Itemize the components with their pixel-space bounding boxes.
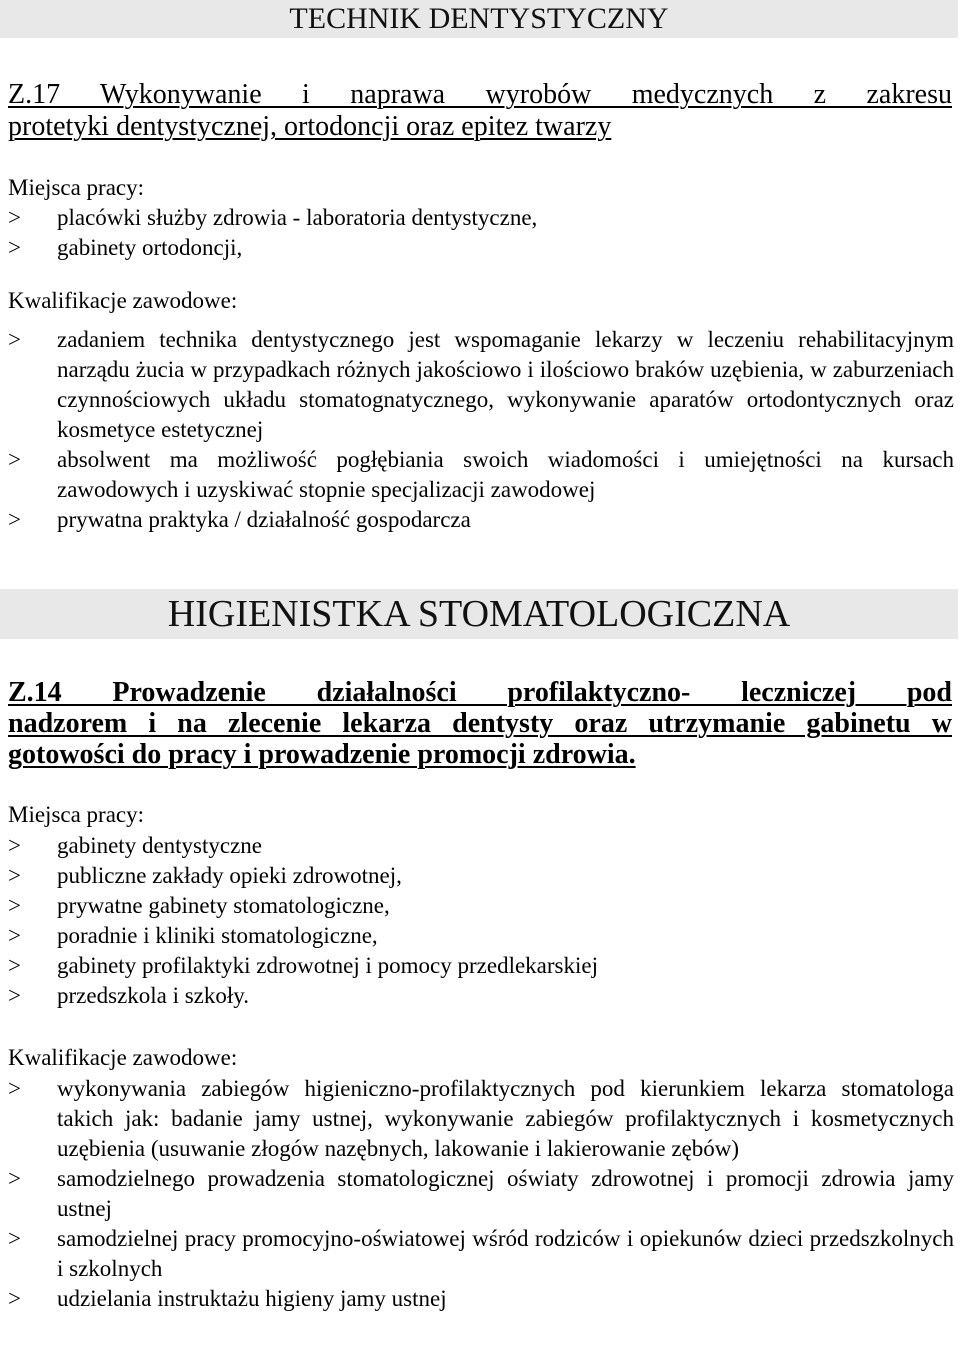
bullet-marker: > — [8, 447, 21, 472]
list-item — [8, 921, 954, 951]
list-item-text: publiczne zakłady opieki zdrowotnej, — [57, 863, 402, 888]
list-item-text: prywatne gabinety stomatologiczne, — [57, 893, 390, 918]
bullet-marker: > — [8, 235, 21, 260]
bullet-marker: > — [8, 923, 21, 948]
list-item-text: poradnie i kliniki stomatologiczne, — [57, 923, 378, 948]
bullet-marker: > — [8, 833, 21, 858]
list-item-text: przedszkola i szkoły. — [57, 983, 250, 1008]
workplaces-label: Miejsca pracy: — [8, 175, 145, 200]
heading-line: protetyki dentystycznej, ortodoncji oraz epitez twarzy — [8, 111, 612, 142]
list-item — [8, 1224, 954, 1284]
list-item-text: wykonywania zabiegów higieniczno-profilaktycznych pod kierunkiem lekarza stomatologa takich jak: badanie jamy ustnej, wykonywanie zabiegów profilaktycznych i kosmetycznych uzębienia (usuwanie złogów nazębnych, lakowanie i lakierowanie zębów) — [57, 1076, 954, 1161]
list-item-text: samodzielnej pracy promocyjno-oświatowej wśród rodziców i opiekunów dzieci przedszkolnych i szkolnych — [57, 1226, 954, 1281]
list-item — [8, 831, 954, 861]
qualification-heading-z14 — [8, 677, 952, 770]
bullet-marker: > — [8, 893, 21, 918]
list-item-text: samodzielnego prowadzenia stomatologicznej oświaty zdrowotnej i promocji zdrowia jamy ustnej — [57, 1166, 954, 1221]
bullet-marker: > — [8, 1166, 21, 1191]
heading-line: gotowości do pracy i prowadzenie promocji zdrowia. — [8, 739, 636, 770]
list-item-text: gabinety profilaktyki zdrowotnej i pomocy przedlekarskiej — [57, 953, 598, 978]
workplaces-list — [8, 831, 954, 1011]
heading-line: Z.17 Wykonywanie i naprawa wyrobów medycznych z zakresu — [8, 79, 952, 110]
list-item — [8, 203, 954, 233]
bullet-marker: > — [8, 1286, 21, 1311]
bullet-marker: > — [8, 1226, 21, 1251]
qualifications-label: Kwalifikacje zawodowe: — [8, 288, 238, 313]
list-item — [8, 1284, 954, 1314]
qualifications-list — [8, 1074, 954, 1314]
bullet-marker: > — [8, 1076, 21, 1101]
list-item — [8, 445, 954, 505]
list-item — [8, 861, 954, 891]
qualification-heading-z17 — [8, 79, 952, 143]
section-banner-technik: TECHNIK DENTYSTYCZNY — [0, 0, 958, 38]
list-item-text: gabinety ortodoncji, — [57, 235, 243, 260]
workplaces-label: Miejsca pracy: — [8, 802, 145, 827]
list-item — [8, 325, 954, 445]
list-item-text: gabinety dentystyczne — [57, 833, 263, 858]
list-item — [8, 1074, 954, 1164]
heading-line: nadzorem i na zlecenie lekarza dentysty oraz utrzymanie gabinetu w — [8, 708, 952, 739]
list-item-text: zadaniem technika dentystycznego jest wspomaganie lekarzy w leczeniu rehabilitacyjnym narządu żucia w przypadkach różnych jakościowo i ilościowo braków uzębienia, w zaburzeniach czynnościowych układu stomatognatycznego, wykonywanie aparatów ortodontycznych oraz kosmetyce estetycznej — [57, 327, 954, 442]
list-item — [8, 951, 954, 981]
section-banner-higienistka: HIGIENISTKA STOMATOLOGICZNA — [0, 589, 958, 639]
heading-line: Z.14 Prowadzenie działalności profilaktyczno- leczniczej pod — [8, 677, 952, 708]
workplaces-list — [8, 203, 954, 263]
qualifications-list — [8, 325, 954, 535]
bullet-marker: > — [8, 953, 21, 978]
bullet-marker: > — [8, 983, 21, 1008]
list-item-text: placówki służby zdrowia - laboratoria dentystyczne, — [57, 205, 538, 230]
list-item — [8, 505, 954, 535]
qualifications-label: Kwalifikacje zawodowe: — [8, 1045, 238, 1070]
bullet-marker: > — [8, 507, 21, 532]
list-item-text: prywatna praktyka / działalność gospodarcza — [57, 507, 471, 532]
bullet-marker: > — [8, 205, 21, 230]
bullet-marker: > — [8, 327, 21, 352]
list-item — [8, 233, 954, 263]
bullet-marker: > — [8, 863, 21, 888]
list-item — [8, 1164, 954, 1224]
list-item-text: udzielania instruktażu higieny jamy ustnej — [57, 1286, 447, 1311]
list-item-text: absolwent ma możliwość pogłębiania swoich wiadomości i umiejętności na kursach zawodowych i uzyskiwać stopnie specjalizacji zawodowej — [57, 447, 954, 502]
list-item — [8, 981, 954, 1011]
list-item — [8, 891, 954, 921]
